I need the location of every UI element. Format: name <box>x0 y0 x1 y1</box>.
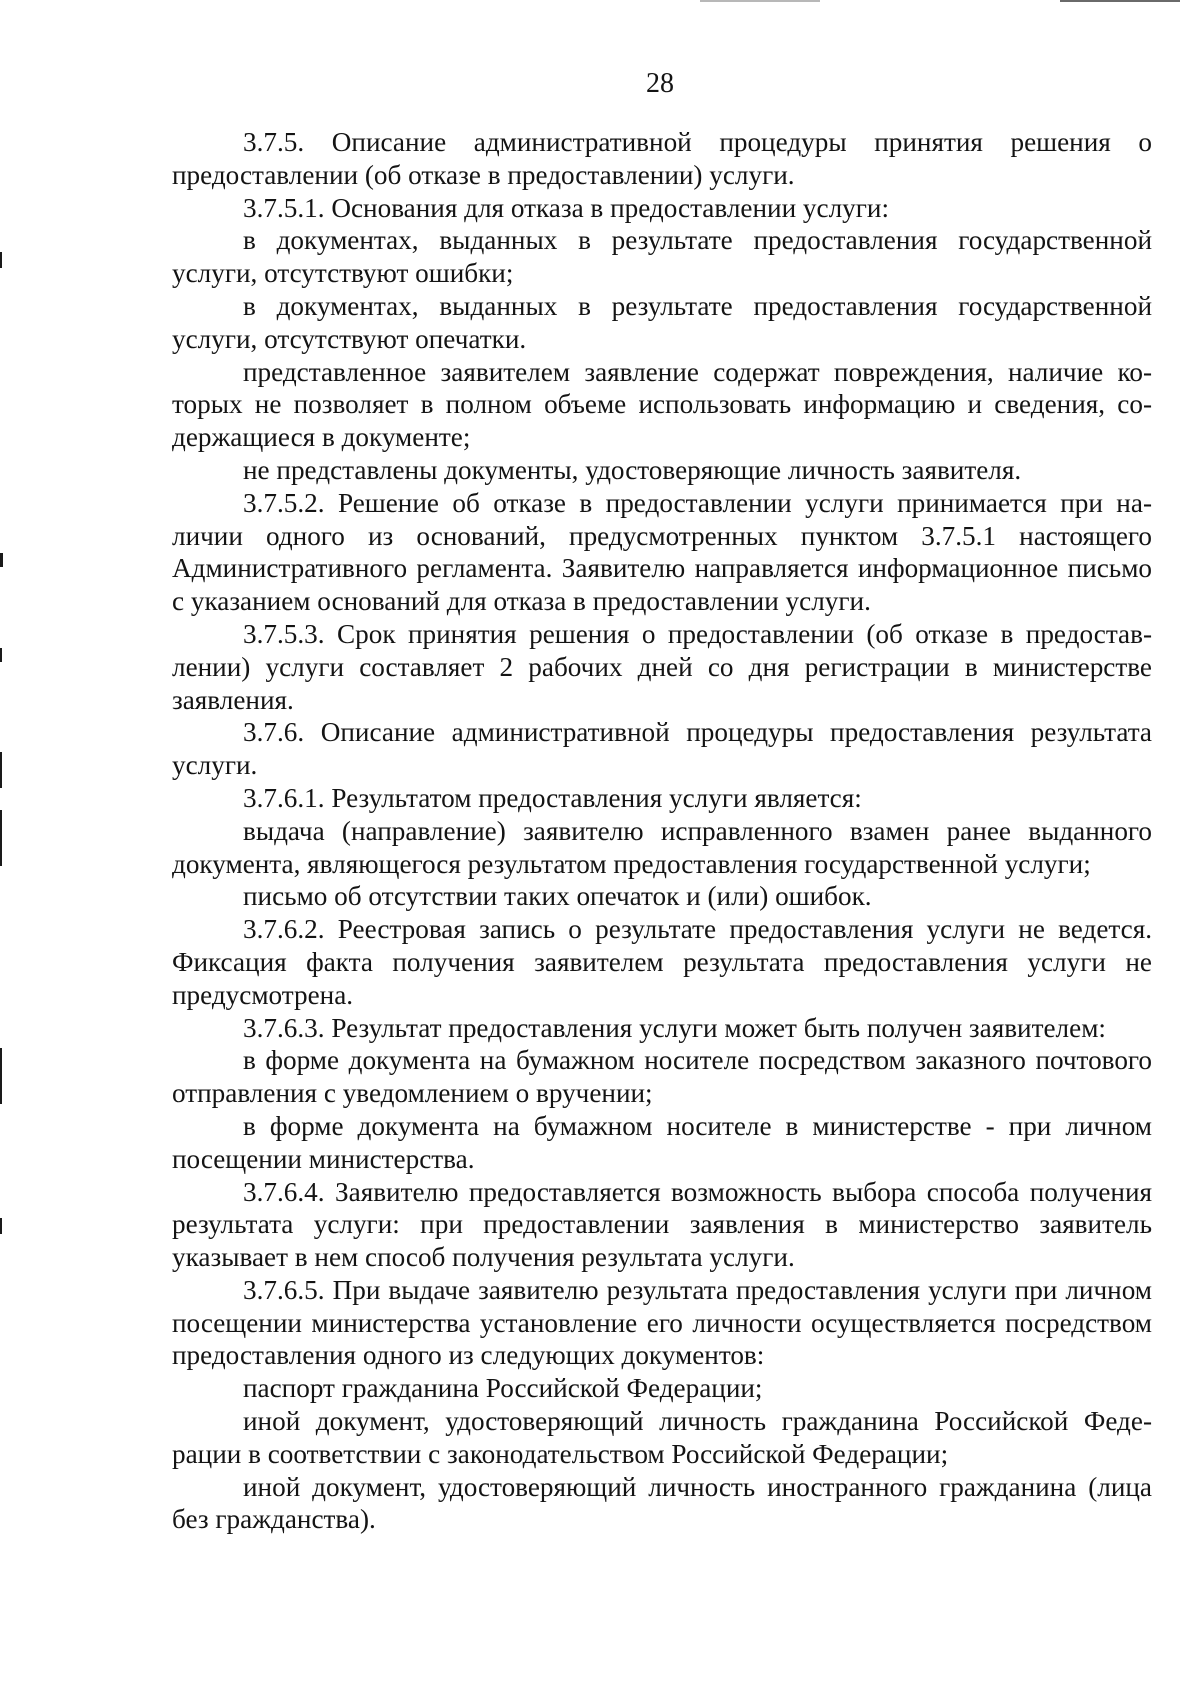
paragraph-3-7-5-2: 3.7.5.2. Решение об отказе в предоставлении услуги принимается при наличии одного из оснований, предусмотренных пунктом 3.7.5.1 настоящего Административного регламента. Заявителю направляется информационное письмо с указанием оснований для отказа в предоставлении услуги. <box>172 487 1152 617</box>
list-item: иной документ, удостоверяющий личность иностранного гражданина (лица без гражданства). <box>172 1471 1152 1535</box>
paragraph-3-7-6-3: 3.7.6.3. Результат предоставления услуги может быть получен заявителем: <box>243 1012 1106 1043</box>
scan-margin-mark <box>0 1218 2 1234</box>
paragraph-3-7-6: 3.7.6. Описание административной процедуры предоставления результата услуги. <box>172 717 1152 781</box>
list-item: в форме документа на бумажном носителе в министерстве - при личном посещении министерства. <box>172 1110 1152 1174</box>
paragraph-3-7-6-1: 3.7.6.1. Результатом предоставления услуги является: <box>243 782 862 813</box>
paragraph-3-7-6-5: 3.7.6.5. При выдаче заявителю результата предоставления услуги при личном посещении министерства установление его личности осуществляется посредством предоставления одного из следующих документов: <box>172 1274 1152 1371</box>
list-item: в форме документа на бумажном носителе посредством заказного почтового отправления с уведомлением о вручении; <box>172 1045 1152 1109</box>
list-item: выдача (направление) заявителю исправленного взамен ранее выданного документа, являющегося результатом предоставления государственной услуги; <box>172 815 1152 879</box>
scan-edge-artifact <box>1060 0 1180 2</box>
paragraph-3-7-6-2: 3.7.6.2. Реестровая запись о результате предоставления услуги не ведется. Фиксация факта получения заявителем результата предоставления услуги не предусмотрена. <box>172 914 1152 1010</box>
scan-margin-mark <box>0 252 2 268</box>
scan-margin-mark <box>0 1048 2 1104</box>
scan-margin-mark <box>0 553 3 567</box>
list-item: не представлены документы, удостоверяющие личность заявителя. <box>243 454 1022 485</box>
scan-margin-mark <box>0 648 2 662</box>
list-item: иной документ, удостоверяющий личность гражданина Российской Федерации в соответствии с законодательством Российской Федерации; <box>172 1406 1152 1469</box>
scan-margin-mark <box>0 752 2 788</box>
list-item: в документах, выданных в результате предоставления государственной услуги, отсутствуют опечатки. <box>172 290 1152 354</box>
page-number: 28 <box>646 68 674 99</box>
list-item: письмо об отсутствии таких опечаток и (или) ошибок. <box>243 881 872 912</box>
paragraph-3-7-6-4: 3.7.6.4. Заявителю предоставляется возможность выбора способа получения результата услуги: при предоставлении заявления в министерство заявитель указывает в нем способ получения результата услуги. <box>172 1176 1152 1273</box>
list-item: представленное заявителем заявление содержат повреждения, наличие которых не позволяет в полном объеме использовать информацию и сведения, содержащиеся в документе; <box>172 356 1152 453</box>
paragraph-3-7-5-3: 3.7.5.3. Срок принятия решения о предоставлении (об отказе в предоставлении) услуги составляет 2 рабочих дней со дня регистрации в министерстве заявления. <box>172 618 1152 715</box>
scan-edge-artifact <box>700 0 820 2</box>
paragraph-3-7-5-1: 3.7.5.1. Основания для отказа в предоставлении услуги: <box>243 192 890 223</box>
list-item: в документах, выданных в результате предоставления государственной услуги, отсутствуют ошибки; <box>172 225 1152 289</box>
scan-margin-mark <box>0 810 2 866</box>
list-item: паспорт гражданина Российской Федерации; <box>243 1373 763 1404</box>
paragraph-3-7-5: 3.7.5. Описание административной процедуры принятия решения о предоставлении (об отказе в предоставлении) услуги. <box>172 127 1152 190</box>
document-body <box>172 126 1152 1536</box>
